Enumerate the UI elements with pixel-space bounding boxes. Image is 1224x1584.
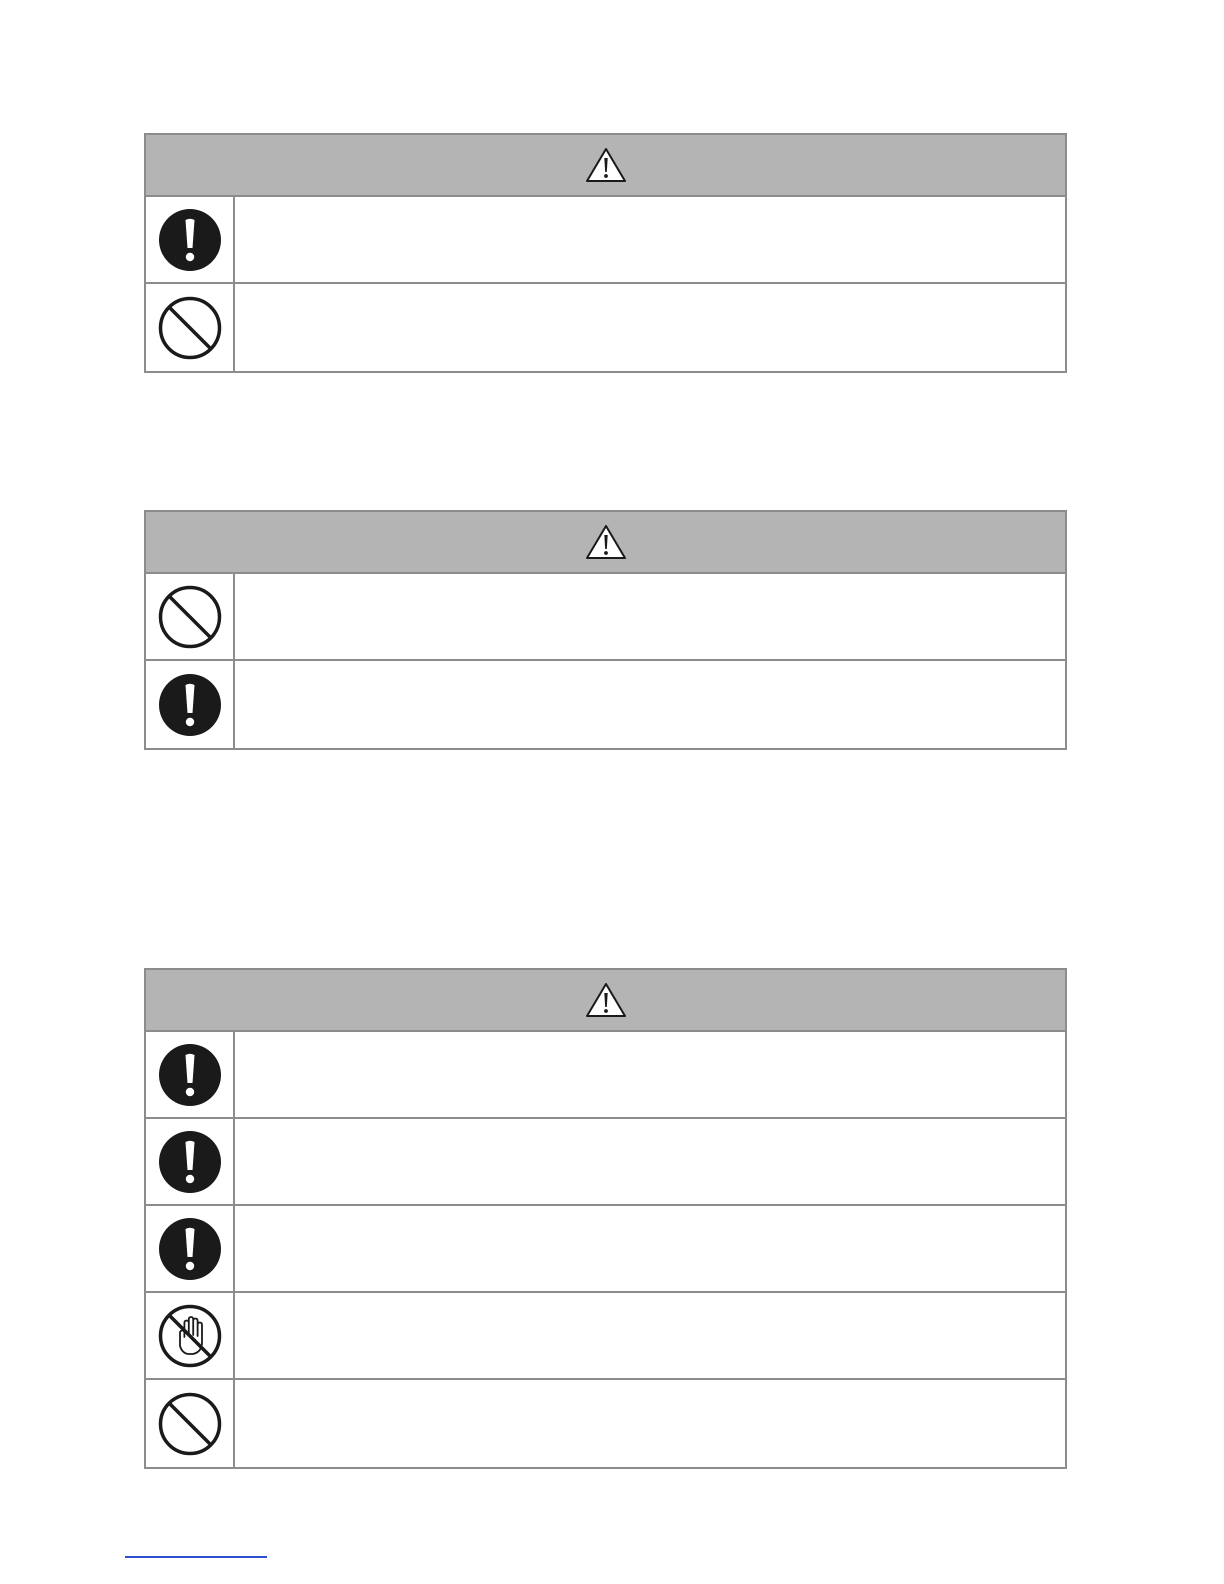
footer-link-underline[interactable] <box>125 1556 267 1558</box>
warning-text <box>235 1293 1065 1378</box>
icon-cell <box>146 1119 235 1204</box>
warning-text <box>235 1119 1065 1204</box>
warning-row <box>146 197 1065 284</box>
mandatory-icon <box>158 1217 222 1281</box>
warning-text <box>235 1206 1065 1291</box>
warning-table-3 <box>144 968 1067 1469</box>
warning-text <box>235 661 1065 748</box>
warning-table-2 <box>144 510 1067 750</box>
warning-triangle-icon <box>585 982 627 1018</box>
warning-text <box>235 1032 1065 1117</box>
icon-cell <box>146 1293 235 1378</box>
do-not-touch-icon <box>158 1304 222 1368</box>
mandatory-icon <box>158 673 222 737</box>
warning-row <box>146 1032 1065 1119</box>
icon-cell <box>146 284 235 371</box>
warning-text <box>235 284 1065 371</box>
warning-row <box>146 1206 1065 1293</box>
warning-row <box>146 574 1065 661</box>
mandatory-icon <box>158 208 222 272</box>
prohibition-icon <box>158 1392 222 1456</box>
warning-row <box>146 1293 1065 1380</box>
warning-text <box>235 197 1065 282</box>
icon-cell <box>146 1032 235 1117</box>
warning-row <box>146 284 1065 371</box>
warning-table-header <box>146 970 1065 1032</box>
warning-row <box>146 1380 1065 1467</box>
warning-text <box>235 574 1065 659</box>
warning-table-header <box>146 512 1065 574</box>
warning-table-1 <box>144 133 1067 373</box>
warning-triangle-icon <box>585 147 627 183</box>
mandatory-icon <box>158 1043 222 1107</box>
warning-text <box>235 1380 1065 1467</box>
icon-cell <box>146 197 235 282</box>
warning-triangle-icon <box>585 524 627 560</box>
icon-cell <box>146 1206 235 1291</box>
icon-cell <box>146 661 235 748</box>
warning-table-header <box>146 135 1065 197</box>
prohibition-icon <box>158 296 222 360</box>
prohibition-icon <box>158 585 222 649</box>
icon-cell <box>146 1380 235 1467</box>
mandatory-icon <box>158 1130 222 1194</box>
warning-row <box>146 1119 1065 1206</box>
icon-cell <box>146 574 235 659</box>
warning-row <box>146 661 1065 748</box>
